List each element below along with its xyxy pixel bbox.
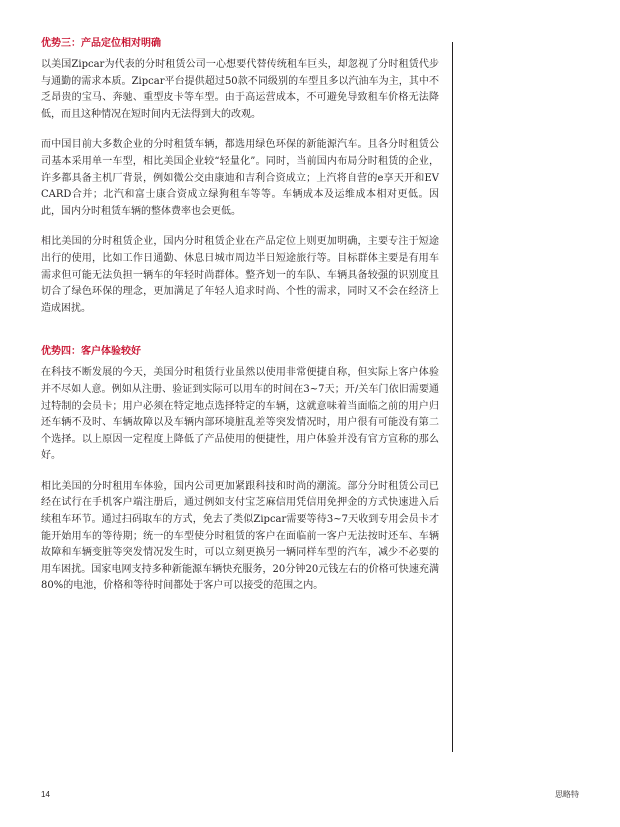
section3-paragraph-2: 而中国目前大多数企业的分时租赁车辆，都选用绿色环保的新能源汽车。且各分时租赁公司基本采用单一车型，相比美国企业较“轻量化”。同时，当前国内布局分时租赁的企业，许多都具备主机厂背景，例如微公交由康迪和吉利合资成立；上汽将自营的e享天开和EVCARD合并；北汽和富士康合资成立绿狗租车等等。车辆成本及运维成本相对更低。因此，国内分时租赁车辆的整体费率也会更低。: [41, 139, 439, 217]
section3-paragraph-3: 相比美国的分时租赁企业，国内分时租赁企业在产品定位上则更加明确，主要专注于短途出行的使用，比如工作日通勤、休息日城市周边半日短途旅行等。目标群体主要是有用车需求但可能无法负担一辆车的年轻时尚群体。整齐划一的车队、车辆具备较强的识别度且切合了绿色环保的理念，更加满足了年轻人追求时尚、个性的需求，同时又不会在经济上造成困扰。: [41, 236, 439, 314]
document-body: [41, 37, 439, 609]
section4-paragraph-1: 在科技不断发展的今天，美国分时租赁行业虽然以使用非常便捷自称，但实际上客户体验并不尽如人意。例如从注册、验证到实际可以用车的时间在3~7天；开/关车门依旧需要通过特制的会员卡；用户必须在特定地点选择特定的车辆，这就意味着当面临之前的用户归还车辆不及时、车辆故障以及车辆内部环境脏乱差等突发情况时，用户很有可能没有第二个选择。以上原因一定程度上降低了产品使用的便捷性，用户体验并没有官方宣称的那么好。: [41, 367, 439, 462]
section-heading-advantage-3: 优势三：产品定位相对明确: [41, 38, 161, 49]
section-spacer: [41, 331, 439, 345]
page-number: 14: [41, 790, 50, 799]
section3-paragraph-1: 以美国Zipcar为代表的分时租赁公司一心想要代替传统租车巨头，却忽视了分时租赁代步与通勤的需求本质。Zipcar平台提供超过50款不同级别的车型且多以汽油车为主，其中不乏昂贵的宝马、奔驰、重型皮卡等车型。由于高运营成本，不可避免导致租车价格无法降低，而且这种情况在短时间内无法得到大的改观。: [41, 59, 439, 120]
footer-brand: 思略特: [555, 790, 579, 799]
section-heading-advantage-4: 优势四：客户体验较好: [41, 346, 141, 358]
section4-paragraph-2: 相比美国的分时租用车体验，国内公司更加紧跟科技和时尚的潮流。部分分时租赁公司已经在试行在手机客户端注册后，通过例如支付宝芝麻信用凭信用免押金的方式快速进入后续租车环节。通过扫码取车的方式，免去了类似Zipcar需要等待3~7天收到专用会员卡才能开始用车的等待期；统一的车型使分时租赁的客户在面临前一客户无法按时还车、车辆故障和车辆变脏等突发情况发生时，可以立刻更换另一辆同样车型的汽车，减少不必要的用车困扰。国家电网支持多种新能源车辆快充服务，20分钟20元钱左右的价格可快速充满80%的电池，价格和等待时间都处于客户可以接受的范围之内。: [41, 480, 439, 592]
column-divider: [452, 42, 453, 752]
